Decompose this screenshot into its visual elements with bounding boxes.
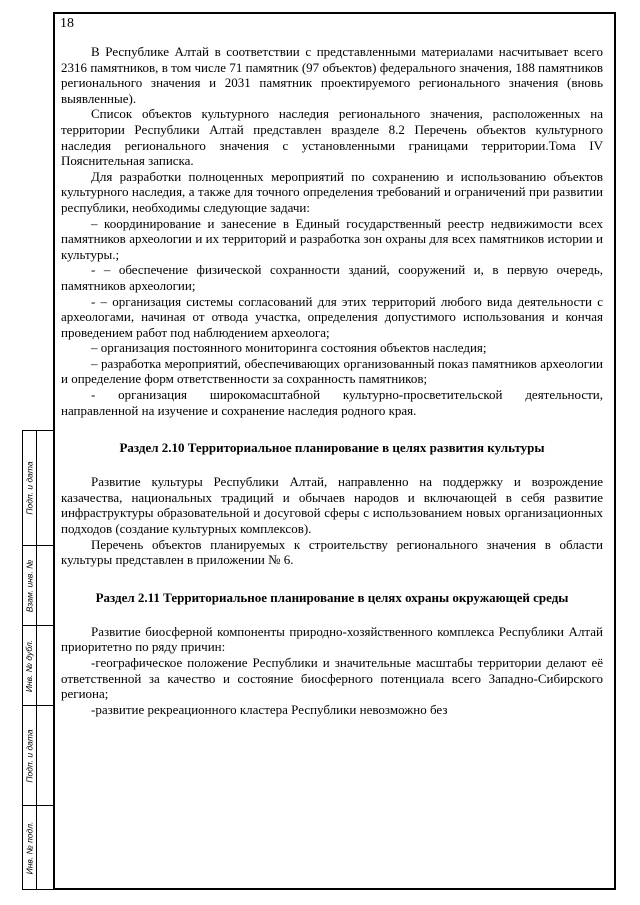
paragraph: Для разработки полноценных мероприятий по сохранению и использованию объектов культурного наследия, а также для точного определения требований и ограничений при развитии республики, необходимы следующие задачи: xyxy=(61,168,603,215)
stamp-label: Подп. и дата xyxy=(24,728,35,783)
list-item: -развитие рекреационного кластера Республики невозможно без xyxy=(91,701,448,717)
stamp-cell-sign-date-1 xyxy=(23,431,54,546)
stamp-cell-replace-inv xyxy=(23,546,54,626)
stamp-cell-orig-inv xyxy=(23,806,54,889)
stamp-cell-sign-date-2 xyxy=(23,706,54,806)
list-item: -географическое положение Республики и значительные масштабы территории делают её ответственной за качество и состояние биосферного потенциала всего Западно-Сибирского региона; xyxy=(61,655,603,702)
list-item: – координирование и занесение в Единый государственный реестр недвижимости всех памятников археологии и их территорий и разработка зон охраны для всех памятников истории и культуры.; xyxy=(61,215,603,262)
paragraph: Перечень объектов планируемых к строительству регионального значения в области культуры представлен в приложении № 6. xyxy=(61,536,603,568)
stamp-label: Инв. № подл. xyxy=(24,821,35,874)
stamp-label: Инв. № дубл. xyxy=(24,639,35,692)
list-item: - – обеспечение физической сохранности зданий, сооружений и, в первую очередь, памятников археологии; xyxy=(61,262,603,293)
list-item: - организация широкомасштабной культурно-просветительской деятельности, направленной на изучение и сохранение наследия родного края. xyxy=(61,387,603,418)
section-heading: Раздел 2.11 Территориальное планирование в целях охраны окружающей среды xyxy=(95,589,569,605)
section-heading: Раздел 2.10 Территориальное планирование в целях развития культуры xyxy=(119,440,545,456)
stamp-cell-dup-inv xyxy=(23,626,54,706)
stamp-label: Взам. инв. № xyxy=(24,559,35,612)
list-item: – разработка мероприятий, обеспечивающих организованный показ памятников археологии и определение форм ответственности за сохранность памятников; xyxy=(61,355,603,387)
paragraph: Развитие биосферной компоненты природно-хозяйственного комплекса Республики Алтай приоритетно по ряду причин: xyxy=(61,623,603,655)
paragraph: Развитие культуры Республики Алтай, направленно на поддержку и возрождение казачества, национальных традиций и обычаев народов и включающей в себя развитие инфраструктуры образовательной и досуговой сферы с использованием новых организационных подходов (создание культурных комплексов). xyxy=(61,474,603,537)
list-item: – организация постоянного мониторинга состояния объектов наследия; xyxy=(91,340,487,356)
page-number: 18 xyxy=(60,16,74,31)
paragraph: Список объектов культурного наследия регионального значения, расположенных на территории Республики Алтай представлен вразделе 8.2 Перечень объектов культурного наследия регионального значения с установленными границами территории.Тома IV Пояснительная записка. xyxy=(61,106,603,169)
document-body xyxy=(61,44,603,717)
stamp-label: Подп. и дата xyxy=(24,461,35,515)
paragraph: В Республике Алтай в соответствии с представленными материалами насчитывает всего 2316 памятников, в том числе 71 памятник (97 объектов) федерального значения, 188 памятников регионального значения и 2031 памятник проектируемого регионального значения (вновь выявленные). xyxy=(61,44,603,106)
title-block-strip xyxy=(22,430,53,890)
list-item: - – организация системы согласований для этих территорий любого вида деятельности с археологами, начиная от отвода участка, определения допустимого использования и кончая проведением работ под наблюдением археолога; xyxy=(61,293,603,340)
